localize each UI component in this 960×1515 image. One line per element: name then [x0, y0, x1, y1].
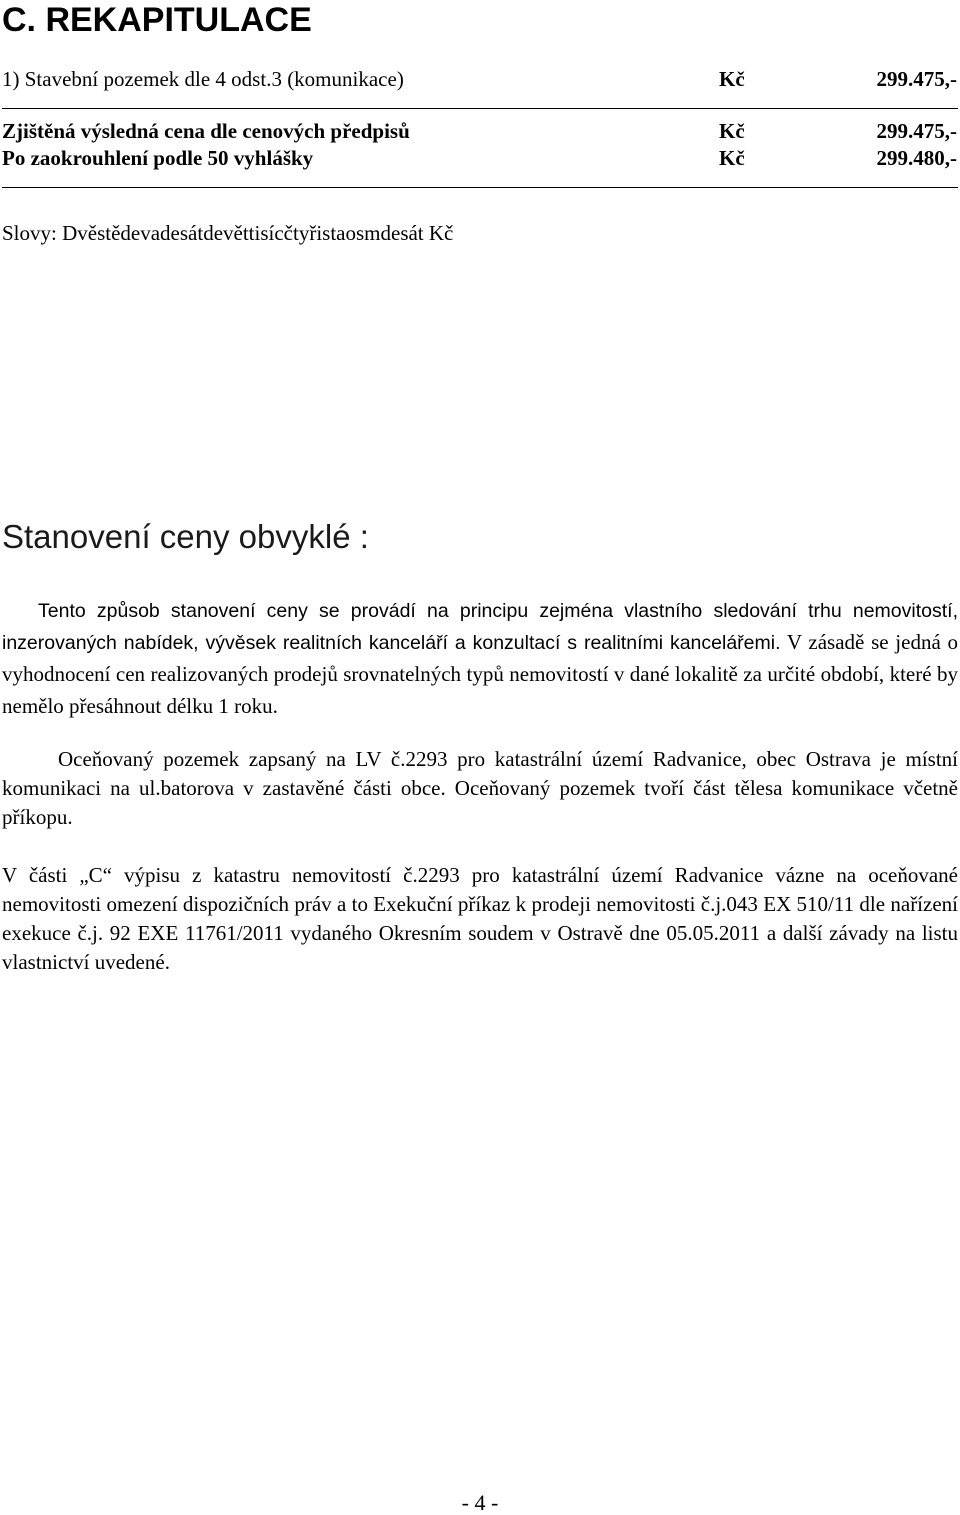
- paragraph-method: [2, 596, 958, 723]
- total-found-label: Zjištěná výsledná cena dle cenových předpisů: [2, 119, 410, 143]
- divider-rule: [2, 187, 958, 188]
- total-rounded-label: Po zaokrouhlení podle 50 vyhlášky: [2, 146, 314, 170]
- divider-rule: [2, 108, 958, 109]
- item-1-amount: 299.475,-: [876, 67, 957, 91]
- total-rounded-currency: Kč: [719, 146, 745, 170]
- paragraph-property: Oceňovaný pozemek zapsaný na LV č.2293 pro katastrální území Radvanice, obec Ostrava je místní komunikaci na ul.batorova v zastavěné části obce. Oceňovaný pozemek tvoří část tělesa komunikace včetně příkopu.: [2, 747, 958, 829]
- section-title: C. REKAPITULACE: [2, 1, 312, 39]
- subheading: Stanovení ceny obvyklé :: [2, 518, 369, 555]
- total-found-amount: 299.475,-: [876, 119, 957, 143]
- item-1-currency: Kč: [719, 67, 745, 91]
- paragraph-method-part2: V zásadě se jedná o vyhodnocení cen realizovaných prodejů srovnatelných typů nemovitostí v dané lokalitě za určité období, které by nemělo přesáhnout délku 1 roku.: [2, 630, 958, 718]
- paragraph-encumbrance: V části „C“ výpisu z katastru nemovitostí č.2293 pro katastrální území Radvanice vázne na oceňované nemovitosti omezení dispozičních práv a to Exekuční příkaz k prodeji nemovitosti č.j.043 EX 510/11 dle nařízení exekuce č.j. 92 EXE 11761/2011 vydaného Okresním soudem v Ostravě dne 05.05.2011 a další závady na listu vlastnictví uvedené.: [2, 863, 958, 974]
- amount-in-words: Slovy: Dvěstědevadesátdevěttisícčtyřistaosmdesát Kč: [2, 221, 454, 245]
- page-number: - 4 -: [461, 1490, 499, 1515]
- total-rounded-amount: 299.480,-: [876, 146, 957, 170]
- item-1-label: 1) Stavební pozemek dle 4 odst.3 (komunikace): [2, 67, 404, 91]
- paragraph-method-part1: Tento způsob stanovení ceny se provádí na principu zejména vlastního sledování trhu nemovitostí, inzerovaných nabídek, vývěsek realitních kanceláří a konzultací s realitními kancelářemi.: [2, 600, 958, 654]
- total-found-currency: Kč: [719, 119, 745, 143]
